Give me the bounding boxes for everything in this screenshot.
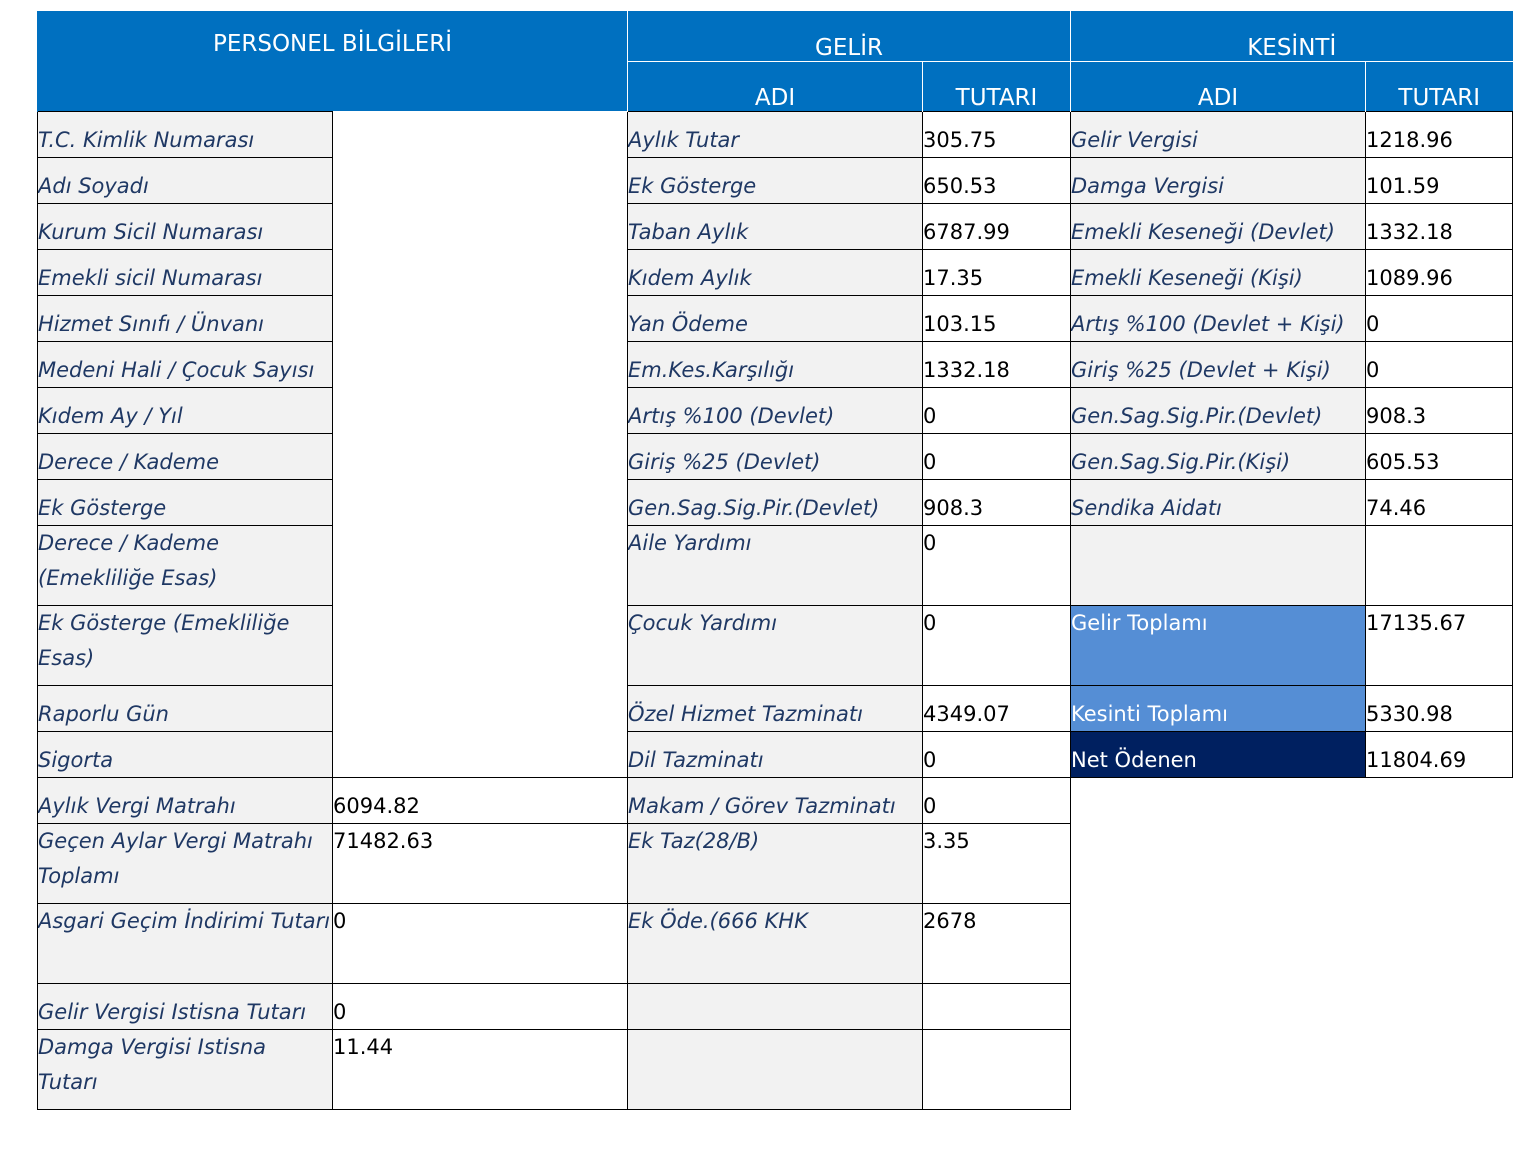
personel-label: Raporlu Gün xyxy=(38,685,333,731)
kesinti-amount: 0 xyxy=(1366,341,1513,387)
gelir-name: Ek Taz(28/B) xyxy=(628,823,923,903)
gelir-name: Taban Aylık xyxy=(628,203,923,249)
gelir-amount: 1332.18 xyxy=(923,341,1071,387)
gelir-name: Çocuk Yardımı xyxy=(628,605,923,685)
table-row xyxy=(38,903,1513,983)
gelir-amount: 3.35 xyxy=(923,823,1071,903)
kesinti-amount: 605.53 xyxy=(1366,433,1513,479)
kesinti-toplami-value: 5330.98 xyxy=(1366,685,1513,731)
net-odenen-label: Net Ödenen xyxy=(1071,731,1366,777)
gelir-amount: 908.3 xyxy=(923,479,1071,525)
kesinti-name: Giriş %25 (Devlet + Kişi) xyxy=(1071,341,1366,387)
personel-label: Gelir Vergisi Istisna Tutarı xyxy=(38,983,333,1029)
kesinti-empty-name xyxy=(1071,525,1366,605)
table-row xyxy=(38,249,1513,295)
gelir-name: Yan Ödeme xyxy=(628,295,923,341)
personel-label: T.C. Kimlik Numarası xyxy=(38,111,333,157)
gelir-name: Aylık Tutar xyxy=(628,111,923,157)
personel-label: Ek Gösterge xyxy=(38,479,333,525)
personel-label: Adı Soyadı xyxy=(38,157,333,203)
table-row xyxy=(38,387,1513,433)
table-row xyxy=(38,111,1513,157)
table-row xyxy=(38,685,1513,731)
gelir-name-header: ADI xyxy=(628,61,923,111)
gelir-name: Dil Tazminatı xyxy=(628,731,923,777)
kesinti-name: Sendika Aidatı xyxy=(1071,479,1366,525)
personel-label: Derece / Kademe xyxy=(38,433,333,479)
personel-label: Medeni Hali / Çocuk Sayısı xyxy=(38,341,333,387)
gelir-name: Em.Kes.Karşılığı xyxy=(628,341,923,387)
gelir-header: GELİR xyxy=(628,11,1071,61)
personel-value: 11.44 xyxy=(333,1029,628,1109)
kesinti-amount: 0 xyxy=(1366,295,1513,341)
kesinti-amount: 101.59 xyxy=(1366,157,1513,203)
table-row xyxy=(38,605,1513,685)
table-row xyxy=(38,525,1513,605)
gelir-amount: 0 xyxy=(923,433,1071,479)
gelir-name: Kıdem Aylık xyxy=(628,249,923,295)
gelir-amount: 0 xyxy=(923,731,1071,777)
gelir-amount: 103.15 xyxy=(923,295,1071,341)
gelir-name: Gen.Sag.Sig.Pir.(Devlet) xyxy=(628,479,923,525)
gelir-name: Ek Gösterge xyxy=(628,157,923,203)
table-row xyxy=(38,157,1513,203)
personel-label: Damga Vergisi Istisna Tutarı xyxy=(38,1029,333,1109)
payroll-table xyxy=(37,11,1513,1110)
gelir-toplami-label: Gelir Toplamı xyxy=(1071,605,1366,685)
gelir-name: Giriş %25 (Devlet) xyxy=(628,433,923,479)
table-row xyxy=(38,479,1513,525)
kesinti-amount-header: TUTARI xyxy=(1366,61,1513,111)
personel-value: 71482.63 xyxy=(333,823,628,903)
personel-label: Geçen Aylar Vergi Matrahı Toplamı xyxy=(38,823,333,903)
personel-label: Aylık Vergi Matrahı xyxy=(38,777,333,823)
gelir-name: Makam / Görev Tazminatı xyxy=(628,777,923,823)
table-row xyxy=(38,983,1513,1029)
gelir-amount: 0 xyxy=(923,387,1071,433)
gelir-empty-name xyxy=(628,1029,923,1109)
kesinti-amount: 1218.96 xyxy=(1366,111,1513,157)
kesinti-name: Emekli Keseneği (Devlet) xyxy=(1071,203,1366,249)
kesinti-amount: 74.46 xyxy=(1366,479,1513,525)
table-row xyxy=(38,295,1513,341)
kesinti-name-header: ADI xyxy=(1071,61,1366,111)
kesinti-name: Gelir Vergisi xyxy=(1071,111,1366,157)
kesinti-amount: 1332.18 xyxy=(1366,203,1513,249)
table-row xyxy=(38,203,1513,249)
personel-label: Asgari Geçim İndirimi Tutarı xyxy=(38,903,333,983)
gelir-amount: 0 xyxy=(923,777,1071,823)
table-row xyxy=(38,777,1513,823)
gelir-amount-header: TUTARI xyxy=(923,61,1071,111)
kesinti-toplami-label: Kesinti Toplamı xyxy=(1071,685,1366,731)
kesinti-empty-amount xyxy=(1366,525,1513,605)
personel-header: PERSONEL BİLGİLERİ xyxy=(38,11,628,111)
gelir-empty-name xyxy=(628,983,923,1029)
gelir-amount: 0 xyxy=(923,605,1071,685)
personel-label: Ek Gösterge (Emekliliğe Esas) xyxy=(38,605,333,685)
personel-label: Kurum Sicil Numarası xyxy=(38,203,333,249)
gelir-amount: 650.53 xyxy=(923,157,1071,203)
gelir-amount: 305.75 xyxy=(923,111,1071,157)
personel-label: Hizmet Sınıfı / Ünvanı xyxy=(38,295,333,341)
gelir-amount: 17.35 xyxy=(923,249,1071,295)
kesinti-name: Gen.Sag.Sig.Pir.(Devlet) xyxy=(1071,387,1366,433)
personel-label: Derece / Kademe (Emekliliğe Esas) xyxy=(38,525,333,605)
kesinti-name: Emekli Keseneği (Kişi) xyxy=(1071,249,1366,295)
personel-label: Sigorta xyxy=(38,731,333,777)
net-odenen-value: 11804.69 xyxy=(1366,731,1513,777)
table-row xyxy=(38,823,1513,903)
table-row xyxy=(38,341,1513,387)
gelir-toplami-value: 17135.67 xyxy=(1366,605,1513,685)
kesinti-name: Damga Vergisi xyxy=(1071,157,1366,203)
personel-label: Kıdem Ay / Yıl xyxy=(38,387,333,433)
gelir-name: Ek Öde.(666 KHK xyxy=(628,903,923,983)
gelir-amount: 4349.07 xyxy=(923,685,1071,731)
gelir-amount: 6787.99 xyxy=(923,203,1071,249)
gelir-empty-amount xyxy=(923,1029,1071,1109)
personel-label: Emekli sicil Numarası xyxy=(38,249,333,295)
personel-value: 0 xyxy=(333,983,628,1029)
gelir-amount: 0 xyxy=(923,525,1071,605)
table-row xyxy=(38,1029,1513,1109)
gelir-empty-amount xyxy=(923,983,1071,1029)
kesinti-header: KESİNTİ xyxy=(1071,11,1513,61)
personel-value-block xyxy=(333,111,628,777)
gelir-amount: 2678 xyxy=(923,903,1071,983)
personel-value: 0 xyxy=(333,903,628,983)
kesinti-name: Artış %100 (Devlet + Kişi) xyxy=(1071,295,1366,341)
gelir-name: Özel Hizmet Tazminatı xyxy=(628,685,923,731)
table-row xyxy=(38,731,1513,777)
kesinti-amount: 1089.96 xyxy=(1366,249,1513,295)
gelir-name: Artış %100 (Devlet) xyxy=(628,387,923,433)
table-row xyxy=(38,433,1513,479)
gelir-name: Aile Yardımı xyxy=(628,525,923,605)
kesinti-amount: 908.3 xyxy=(1366,387,1513,433)
personel-value: 6094.82 xyxy=(333,777,628,823)
kesinti-name: Gen.Sag.Sig.Pir.(Kişi) xyxy=(1071,433,1366,479)
